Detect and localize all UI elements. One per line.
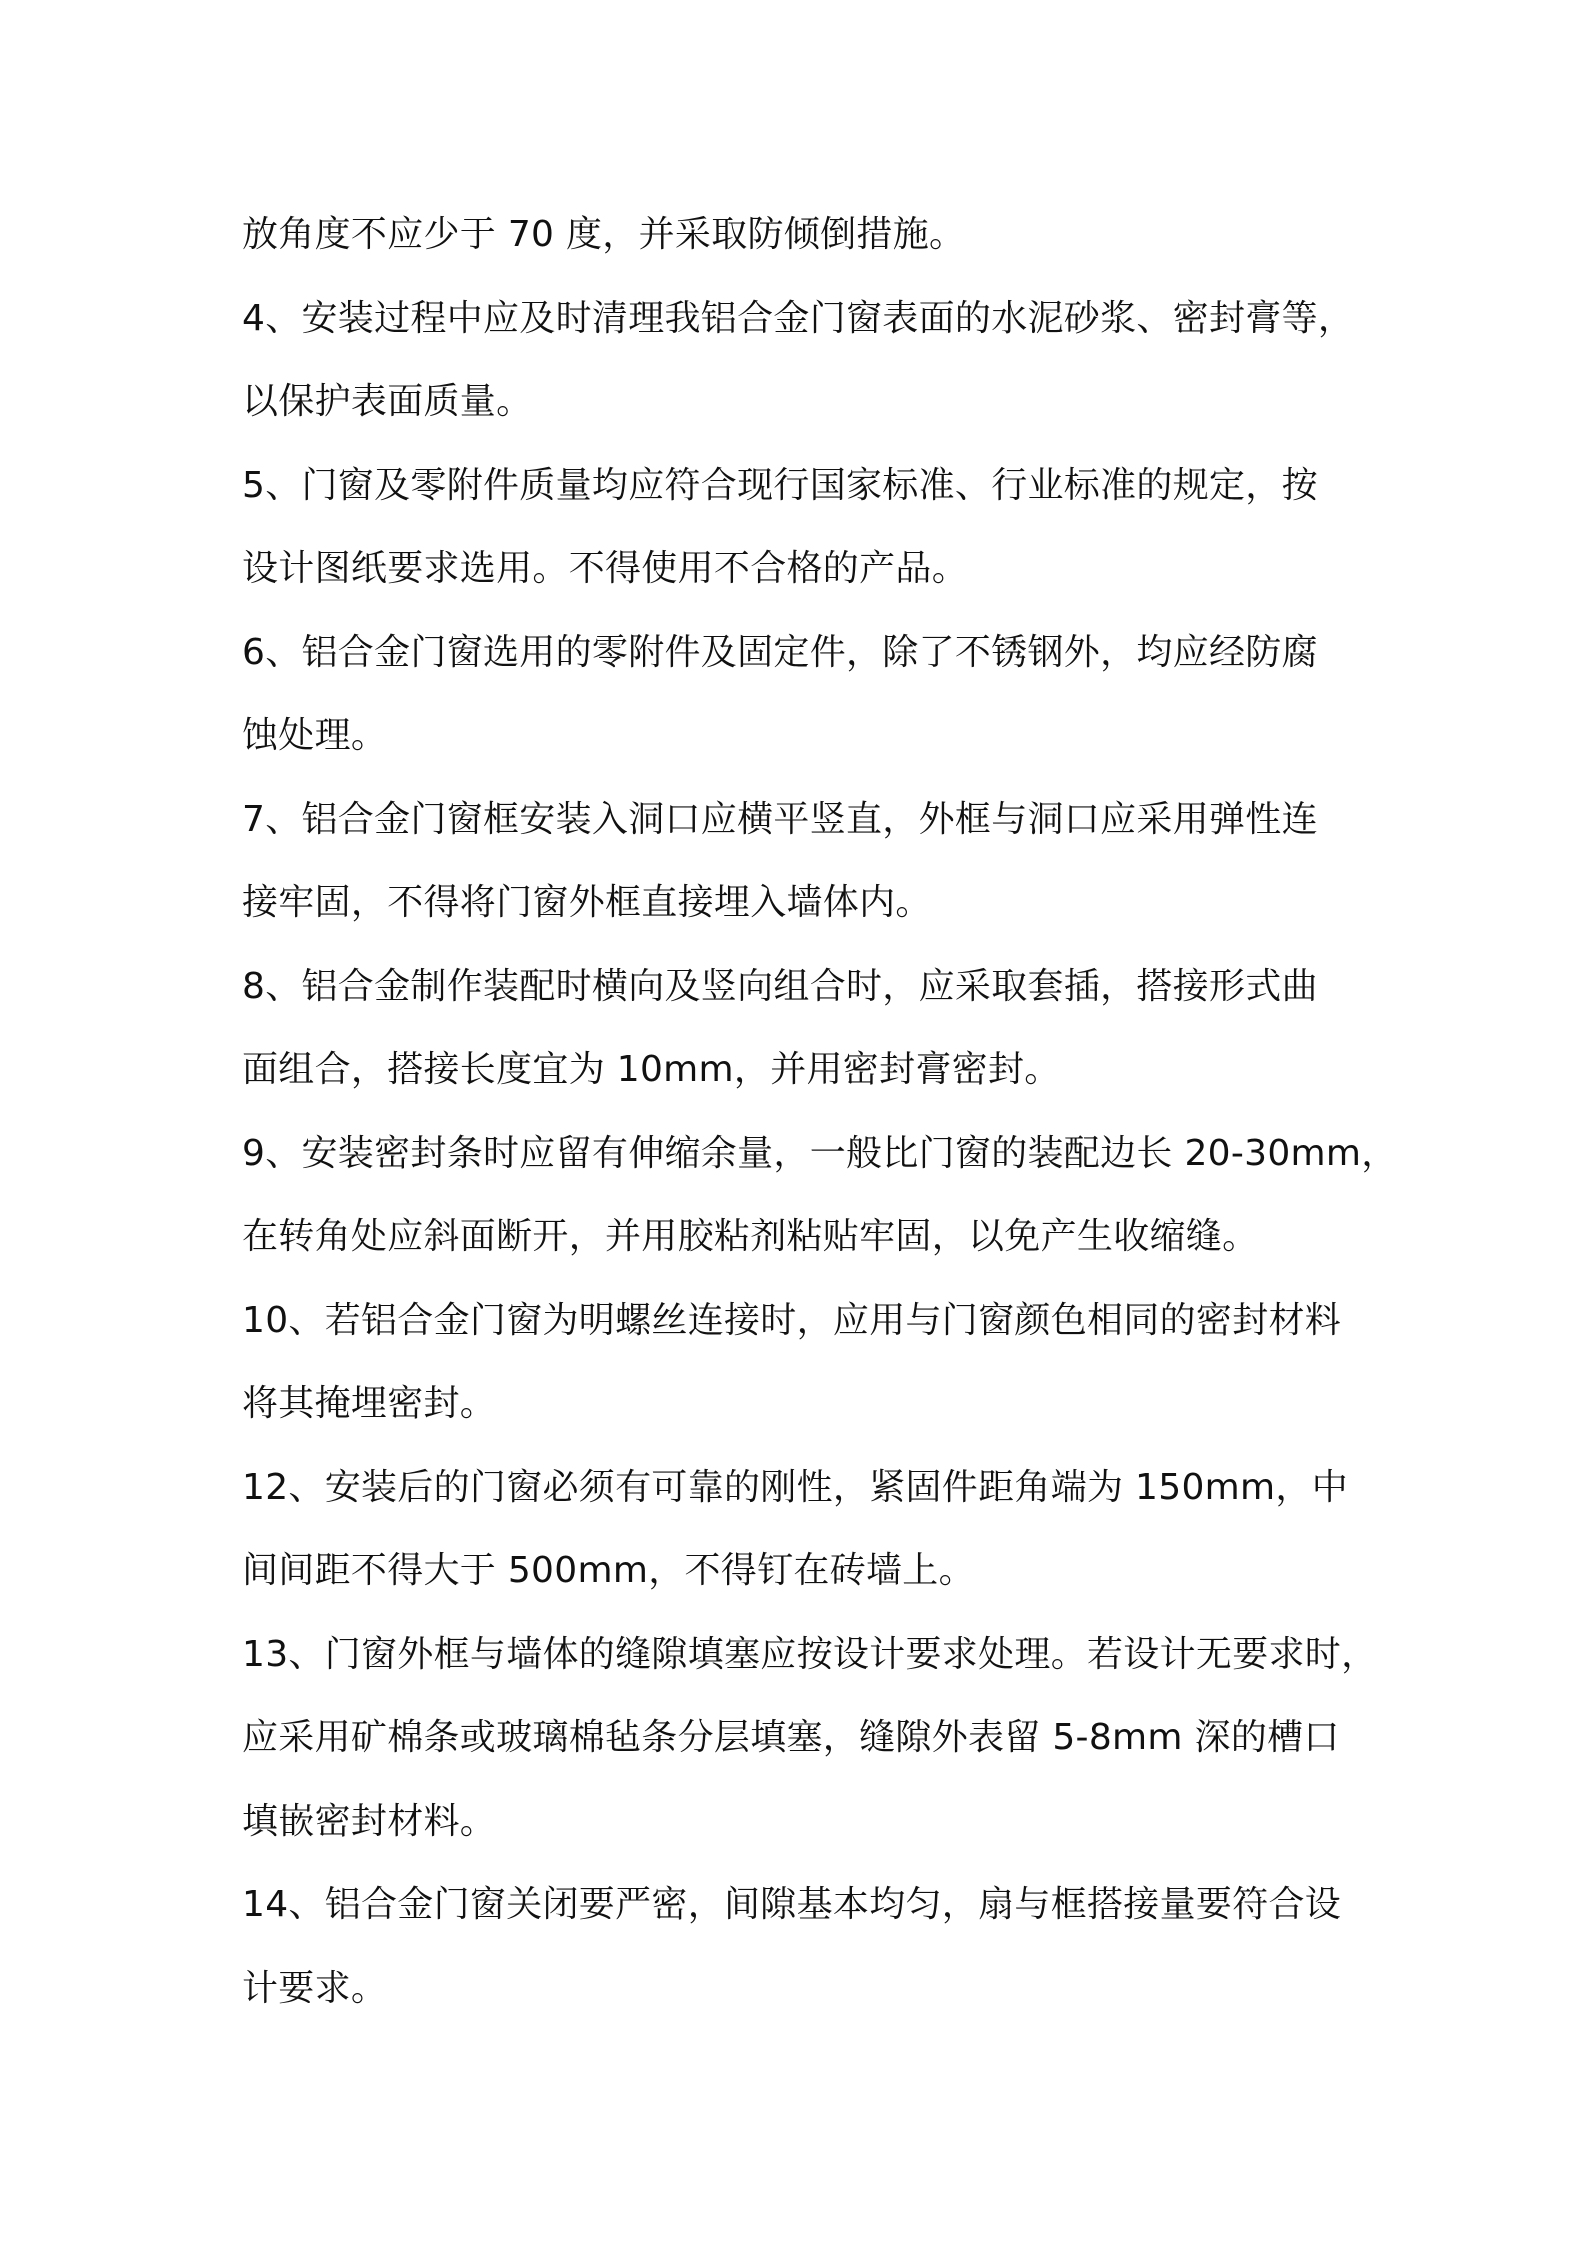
text-line: 将其掩埋密封。 — [242, 1383, 497, 1424]
text-line: 13、门窗外框与墙体的缝隙填塞应按设计要求处理。若设计无要求时， — [242, 1633, 1378, 1675]
text-line: 面组合，搭接长度宜为 10mm，并用密封膏密封。 — [242, 1049, 1061, 1090]
text-line: 应采用矿棉条或玻璃棉毡条分层填塞，缝隙外表留 5-8mm 深的槽口 — [242, 1717, 1340, 1758]
text-line: 6、铝合金门窗选用的零附件及固定件，除了不锈钢外，均应经防腐 — [242, 631, 1318, 673]
text-line: 接牢固，不得将门窗外框直接埋入墙体内。 — [242, 882, 932, 923]
text-line: 填嵌密封材料。 — [242, 1800, 497, 1842]
text-line: 8、铝合金制作装配时横向及竖向组合时，应采取套插，搭接形式曲 — [242, 965, 1318, 1007]
text-line: 12、安装后的门窗必须有可靠的刚性，紧固件距角端为 150mm，中 — [242, 1466, 1349, 1508]
text-line: 5、门窗及零附件质量均应符合现行国家标准、行业标准的规定，按 — [242, 464, 1318, 506]
text-line: 以保护表面质量。 — [242, 381, 533, 422]
text-line: 计要求。 — [242, 1967, 388, 2009]
text-line: 间间距不得大于 500mm，不得钉在砖墙上。 — [242, 1550, 975, 1591]
text-line: 9、安装密封条时应留有伸缩余量，一般比门窗的装配边长 20-30mm， — [242, 1132, 1398, 1174]
text-line: 7、铝合金门窗框安装入洞口应横平竖直，外框与洞口应采用弹性连 — [242, 798, 1318, 840]
text-line: 14、铝合金门窗关闭要严密，间隙基本均匀，扇与框搭接量要符合设 — [242, 1884, 1342, 1925]
text-line: 放角度不应少于 70 度，并采取防倾倒措施。 — [242, 214, 966, 255]
text-line: 4、安装过程中应及时清理我铝合金门窗表面的水泥砂浆、密封膏等， — [242, 297, 1355, 339]
text-line: 10、若铝合金门窗为明螺丝连接时，应用与门窗颜色相同的密封材料 — [242, 1299, 1342, 1341]
text-line: 设计图纸要求选用。不得使用不合格的产品。 — [242, 548, 969, 589]
text-line: 蚀处理。 — [242, 715, 388, 756]
text-line: 在转角处应斜面断开，并用胶粘剂粘贴牢固，以免产生收缩缝。 — [242, 1216, 1259, 1257]
document-body — [242, 193, 1398, 2030]
